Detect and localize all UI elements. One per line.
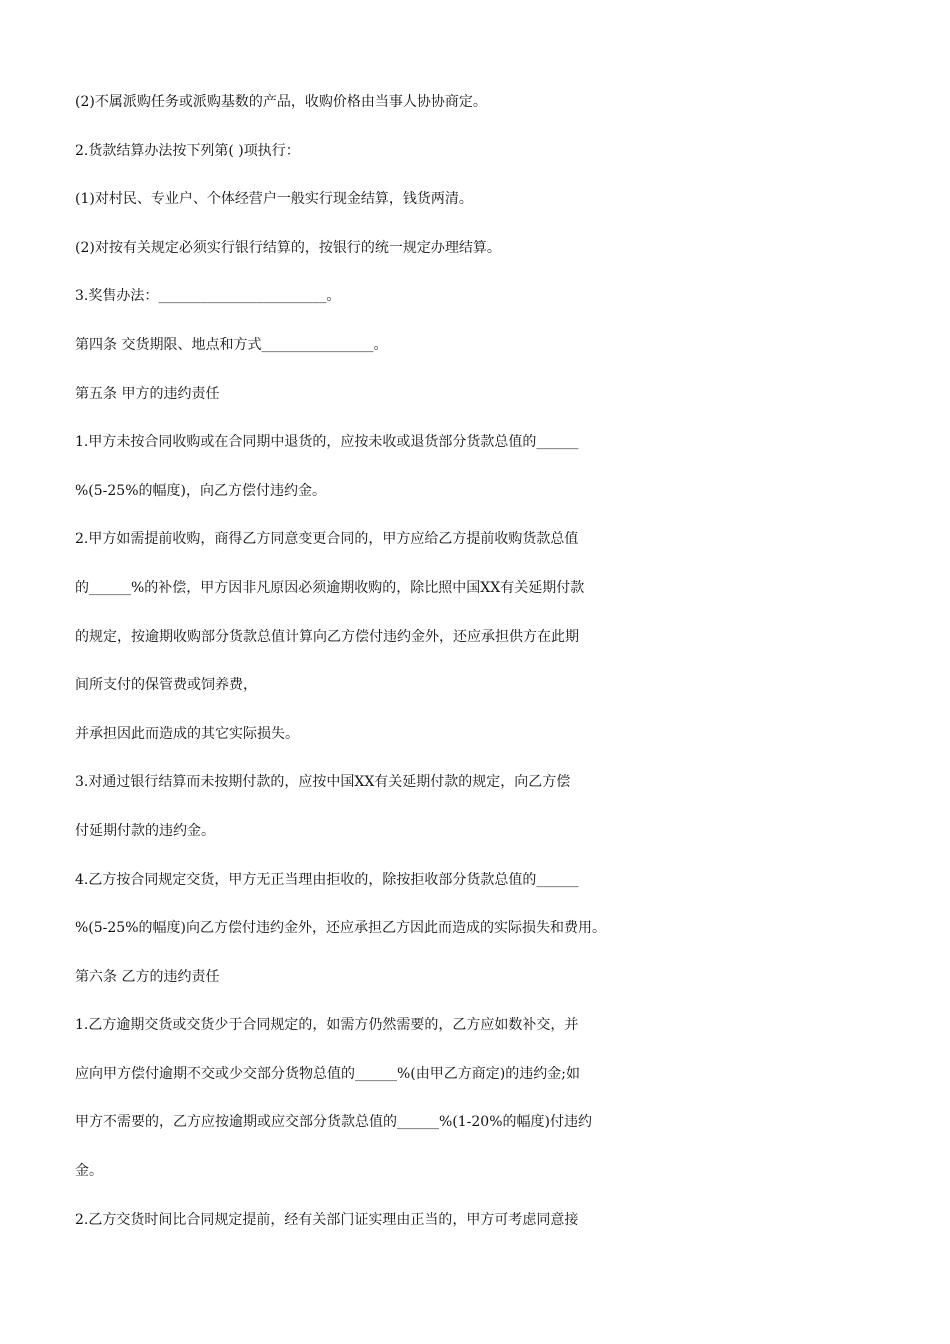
text-line: (2)对按有关规定必须实行银行结算的，按银行的统一规定办理结算。 [75,239,501,256]
document-body [75,78,881,1244]
text-line: 1.乙方逾期交货或交货少于合同规定的，如需方仍然需要的，乙方应如数补交，并 [75,1017,579,1034]
text-line: 2.货款结算办法按下列第( )项执行： [75,142,300,159]
section-heading: 第五条 甲方的违约责任 [75,385,220,402]
text-line: 3.对通过银行结算而未按期付款的，应按中国XX有关延期付款的规定，向乙方偿 [75,774,571,791]
text-line: 3.奖售办法：________________________。 [75,288,341,305]
text-line: 并承担因此而造成的其它实际损失。 [75,725,299,742]
text-line: 的______%的补偿，甲方因非凡原因必须逾期收购的，除比照中国XX有关延期付款 [75,579,585,596]
text-line: %(5-25%的幅度)向乙方偿付违约金外，还应承担乙方因此而造成的实际损失和费用。 [75,920,606,937]
text-line: 2.乙方交货时间比合同规定提前，经有关部门证实理由正当的，甲方可考虑同意接 [75,1211,579,1228]
text-line: (1)对村民、专业户、个体经营户一般实行现金结算，钱货两清。 [75,191,473,208]
section-heading: 第四条 交货期限、地点和方式________________。 [75,336,388,353]
text-line: 甲方不需要的，乙方应按逾期或应交部分货款总值的______%(1-20%的幅度)付违约 [75,1114,592,1131]
text-line: 4.乙方按合同规定交货，甲方无正当理由拒收的，除按拒收部分货款总值的______ [75,871,579,888]
text-line: 1.甲方未按合同收购或在合同期中退货的，应按未收或退货部分货款总值的______ [75,434,579,451]
section-heading: 第六条 乙方的违约责任 [75,968,220,985]
text-line: (2)不属派购任务或派购基数的产品，收购价格由当事人协协商定。 [75,94,487,110]
text-line: 付延期付款的违约金。 [75,822,215,839]
text-line: 2.甲方如需提前收购，商得乙方同意变更合同的，甲方应给乙方提前收购货款总值 [75,531,579,548]
text-line: %(5-25%的幅度)，向乙方偿付违约金。 [75,482,326,499]
text-line: 的规定，按逾期收购部分货款总值计算向乙方偿付违约金外，还应承担供方在此期 [75,628,579,645]
text-line: 应向甲方偿付逾期不交或少交部分货物总值的______%(由甲乙方商定)的违约金;如 [75,1065,580,1082]
text-line: 金。 [75,1163,103,1180]
text-line: 间所支付的保管费或饲养费， [75,677,257,694]
